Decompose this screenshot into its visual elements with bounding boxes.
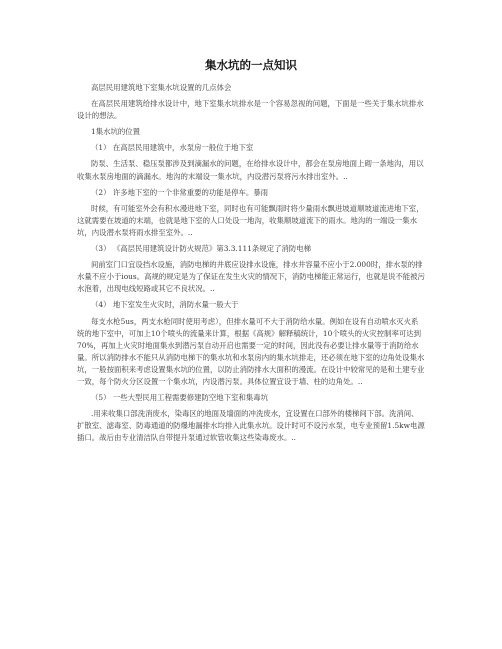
item-body-4: 每支水枪5us，两支水枪同时使用考虑），但排水量可不大于消防给水量。例如在设有自动喷水灭火系统的地下室中，可加上10个喷头的流量来计算，根据《高规》解释稿统计，10个喷头的火灾控制率可达到70%，再加上火灾时地面集水到潜污泵自动开启也需要一定的时间，因此没有必要让排水量等于消防给水量。所以消防排水不能只从消防电梯下的集水坑和水泵房内的集水坑排走，还必须在地下室的边角处设集水坑，一般按面积来考虑设置集水坑的位置，以防止消防排水大面积的漫流。在设计中较常见的是和土建专业一致，每个防火分区设置一个集水坑，内设潜污泵。具体位置宜设于墙、柱的边角处。.. <box>77 316 425 386</box>
item-body-2: 时候，有可能室外会有积水漫进地下室，同时也有可能飘雨时将少量雨水飘进坡道顺坡道流进地下室，这就需要在坡道的末端，也就是地下室的人口处设一地沟，收集顺坡道流下的雨水。地沟的一端设一集水坑，内设潜水泵将雨水排至室外。.. <box>77 203 424 237</box>
item-body-3: 间前室门口宜设挡水设施，消防电梯的井底应设排水设施，排水井容量不应小于2.000时，排水泵的排水量不应小于ious。高规的规定是为了保证在发生火灾的情况下，消防电梯能正常运行，也就是说不能被污水泡着，出现电线短路或其它不良状况。.. <box>77 260 425 294</box>
item-heading-1: （1） 在高层民用建筑中，水泵房一般位于地下室 <box>91 143 254 153</box>
item-heading-3: （3） 《高层民用建筑设计防火规范》第3.3.111条规定了消防电梯 <box>91 244 312 254</box>
item-body-5: .用来收集口部洗消废水，染毒区的地面及墙面的冲洗废水，宜设置在口部外的楼梯间下部。洗消间、扩散室、滤毒室、防毒通道的防爆地漏排水均排入此集水坑。设计时可不设污水泵，电专业预留1.5kw电源插口。战后由专业清洁队自带提升泵通过软管收集这些染毒废水。.. <box>77 409 425 443</box>
item-heading-2: （2） 许多地下室的一个非常重要的功能是停车。暴雨 <box>91 187 269 197</box>
item-heading-5: （5） 一些大型民用工程需要修建防空地下室和集毒坑 <box>91 393 269 403</box>
section-heading-location: 1集水坑的位置 <box>91 127 141 137</box>
document-body <box>77 82 425 444</box>
paragraph-subtitle: 高层民用建筑地下室集水坑设置的几点体会 <box>91 83 232 92</box>
item-heading-4: （4） 地下室发生火灾时，消防水量一般大于 <box>91 300 239 310</box>
document-title: 集水坑的一点知识 <box>205 58 297 72</box>
item-body-1: 防泵、生活泵、稳压泵都涉及到滴漏水的问题，在给排水设计中，都会在泵房地面上砌一条地沟，用以收集水泵房地面的滴漏水。地沟的末端设一集水坑，内设潜污泵将污水排出室外。.. <box>77 159 424 181</box>
paragraph-intro: 在高层民用建筑给排水设计中，地下室集水坑排水是一个容易忽视的问题，下面是一些关于集水坑排水设计的想法。 <box>77 99 424 121</box>
